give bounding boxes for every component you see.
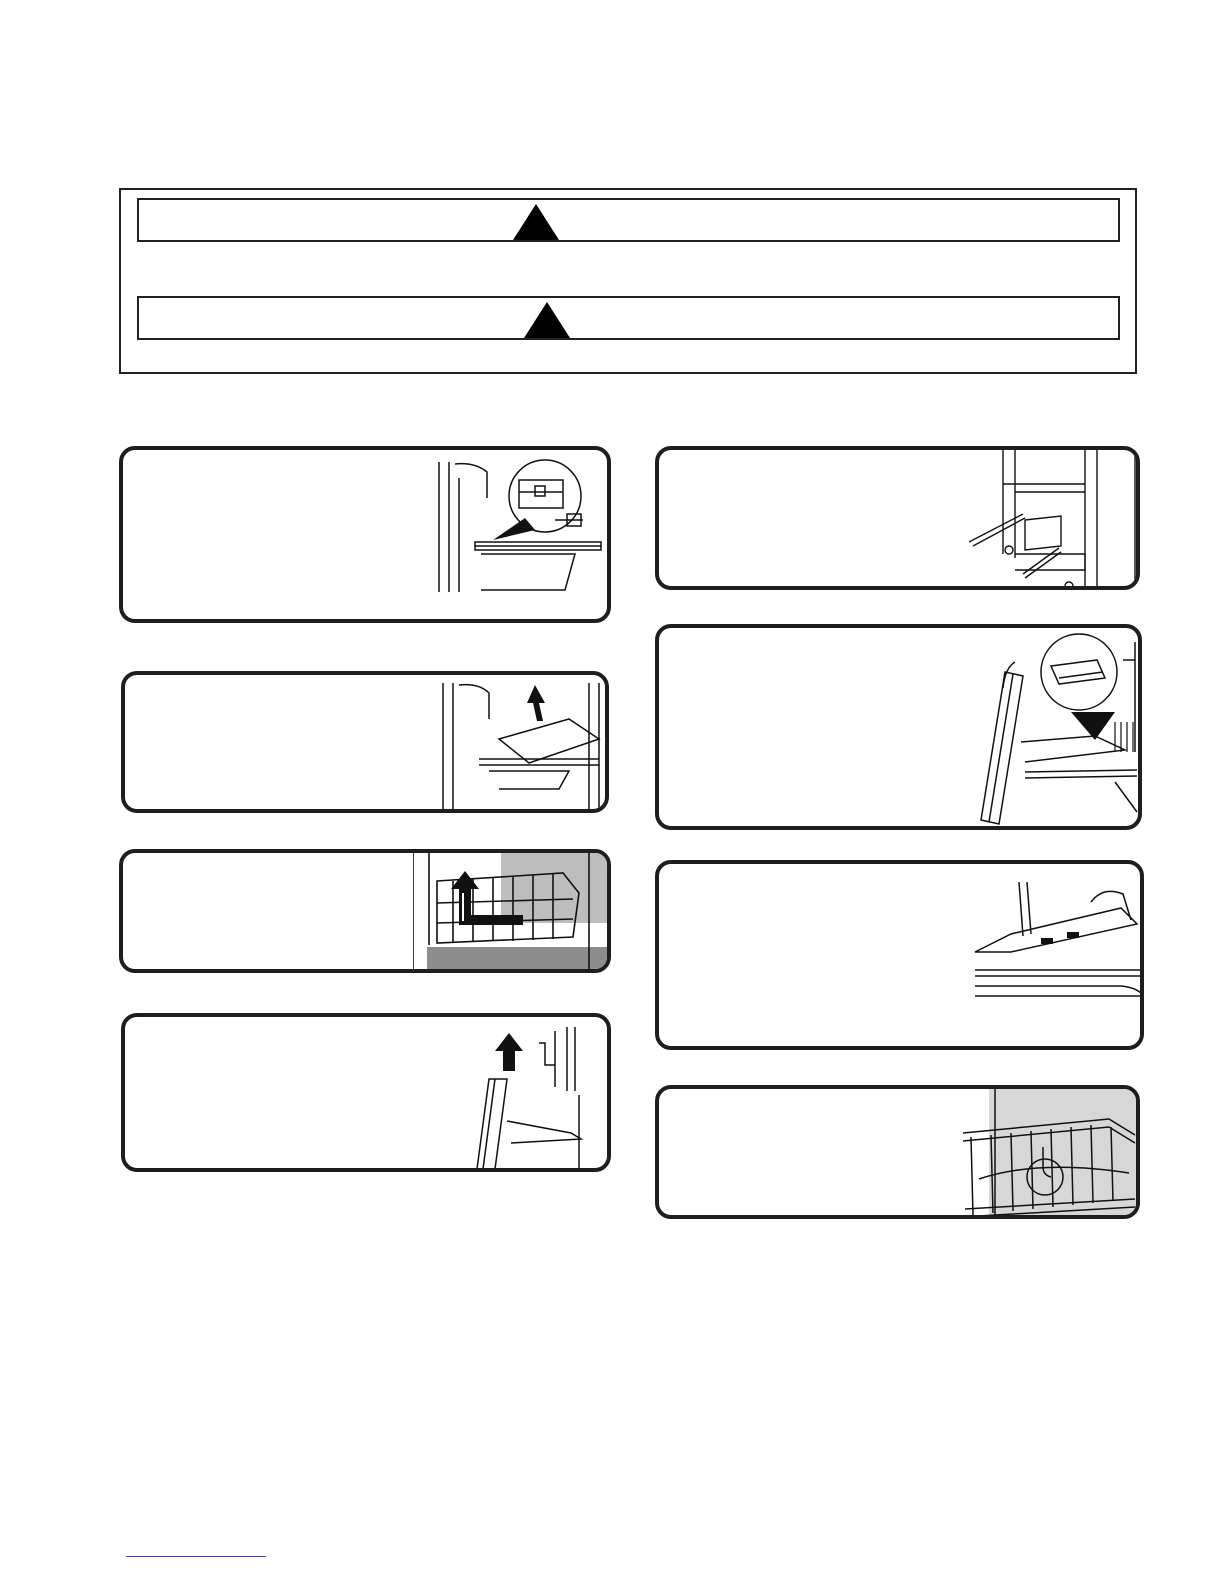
step-panel-left-1 xyxy=(119,446,611,623)
wire-basket-illustration xyxy=(413,853,609,973)
step-panel-right-2 xyxy=(655,624,1142,830)
basket-clip-illustration xyxy=(959,1089,1140,1219)
warning-triangle-icon xyxy=(524,302,570,338)
freezer-rails-illustration xyxy=(965,450,1140,590)
warning-header-bar xyxy=(137,198,1120,242)
step-panel-left-2 xyxy=(121,671,609,813)
drawer-lift-illustration xyxy=(439,679,607,813)
door-clip-detail-illustration xyxy=(975,632,1141,828)
caution-header-bar xyxy=(137,296,1120,340)
step-panel-right-4 xyxy=(655,1085,1140,1219)
door-panel-lift-illustration xyxy=(471,1025,611,1171)
footer-link-underline[interactable] xyxy=(126,1556,266,1557)
step-panel-left-4 xyxy=(121,1013,611,1172)
drawer-slide-screw-illustration xyxy=(435,458,607,598)
warning-triangle-icon xyxy=(513,204,559,240)
step-panel-right-1 xyxy=(655,446,1140,590)
warning-box xyxy=(119,188,1137,374)
drawer-tilt-illustration xyxy=(971,872,1143,1006)
step-panel-right-3 xyxy=(655,860,1144,1050)
step-panel-left-3 xyxy=(119,849,611,973)
